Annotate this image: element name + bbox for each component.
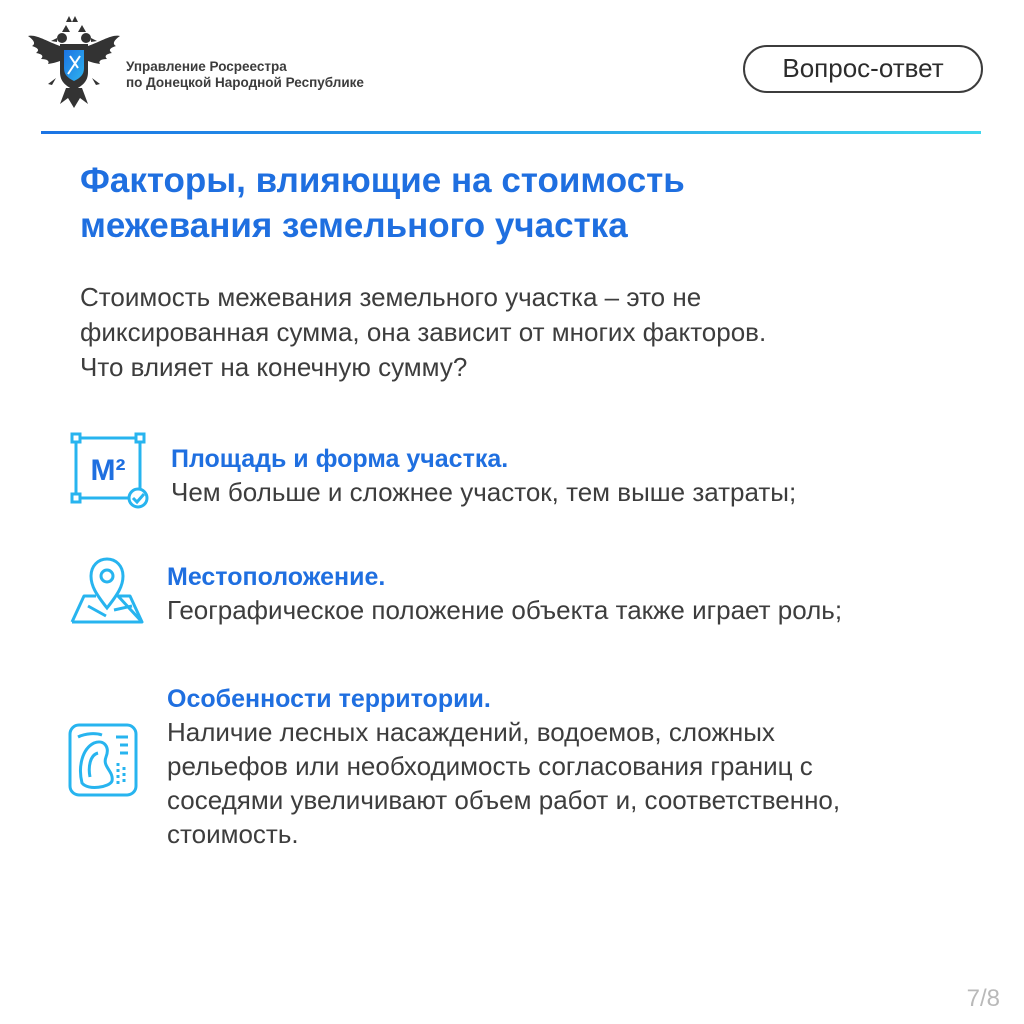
- factor-terrain-line-2: рельефов или необходимость согласования границ с: [167, 751, 813, 781]
- header-divider: [41, 131, 981, 134]
- factor-terrain: [167, 683, 840, 851]
- title-line-2: межевания земельного участка: [80, 206, 628, 245]
- page-title: [80, 158, 685, 248]
- factor-location-heading: Местоположение.: [167, 563, 386, 591]
- intro-line-1: Стоимость межевания земельного участка – это не: [80, 282, 702, 312]
- factor-location-body: [167, 593, 842, 627]
- page-counter: 7/8: [966, 985, 1000, 1012]
- factor-area-body: [171, 475, 796, 509]
- square-meters-icon: [70, 432, 152, 510]
- factor-location: [167, 561, 842, 627]
- factor-terrain-body: [167, 715, 840, 851]
- intro-line-3: Что влияет на конечную сумму?: [80, 352, 468, 382]
- map-location-pin-icon: [66, 556, 148, 628]
- intro-paragraph: [80, 280, 766, 385]
- title-line-1: Факторы, влияющие на стоимость: [80, 161, 685, 200]
- terrain-map-icon: [68, 723, 140, 799]
- intro-line-2: фиксированная сумма, она зависит от многих факторов.: [80, 317, 767, 347]
- factor-area-line-1: Чем больше и сложнее участок, тем выше затраты;: [171, 477, 797, 507]
- factor-terrain-line-1: Наличие лесных насаждений, водоемов, сложных: [167, 717, 775, 747]
- org-name-line-2: по Донецкой Народной Республике: [126, 75, 364, 90]
- square-meters-label: M²: [90, 454, 126, 487]
- factor-terrain-line-3: соседями увеличивают объем работ и, соответственно,: [167, 785, 841, 815]
- factor-area-heading: Площадь и форма участка.: [171, 445, 509, 473]
- org-name-line-1: Управление Росреестра: [126, 59, 287, 74]
- factor-terrain-heading: Особенности территории.: [167, 685, 491, 713]
- factor-area: [171, 443, 796, 509]
- factor-terrain-line-4: стоимость.: [167, 819, 299, 849]
- organization-name: [126, 59, 364, 91]
- qa-badge: Вопрос-ответ: [743, 45, 983, 93]
- eagle-emblem-icon: [26, 12, 122, 112]
- factor-location-line-1: Географическое положение объекта также играет роль;: [167, 595, 843, 625]
